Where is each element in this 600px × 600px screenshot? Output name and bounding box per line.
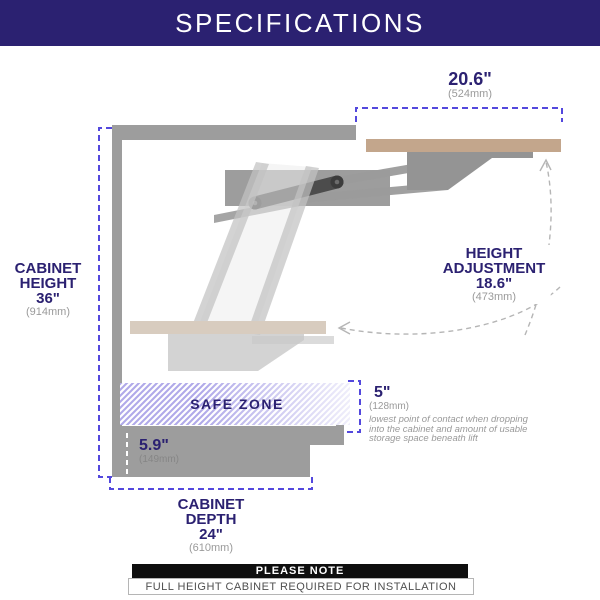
safe-zone-label: SAFE ZONE — [190, 396, 284, 412]
upper-shelf — [366, 139, 561, 152]
shelf-bracket — [407, 152, 533, 190]
cabinet-depth-line1: CABINET — [177, 496, 245, 513]
label-cabinet-height — [15, 261, 82, 318]
cabinet-depth-value: 24" — [199, 526, 223, 543]
clearance-note-line3: storage space beneath lift — [369, 433, 478, 444]
dim-bracket-top-width — [356, 108, 562, 122]
installation-note-text: FULL HEIGHT CABINET REQUIRED FOR INSTALLATION — [145, 580, 457, 593]
installation-note-box — [128, 578, 474, 595]
cabinet-height-mm: (914mm) — [25, 306, 71, 318]
label-base-depth — [139, 438, 179, 465]
clearance-mm: (128mm) — [369, 401, 410, 412]
height-adjustment-value: 18.6" — [475, 275, 513, 292]
clearance-note — [369, 415, 528, 444]
dim-bracket-cabinet-depth — [110, 477, 312, 489]
arrowhead-up-icon — [540, 160, 551, 171]
ghost-shelf-bracket — [168, 334, 304, 371]
cabinet-depth-mm: (610mm) — [188, 542, 234, 554]
pivot-right-pin — [335, 180, 340, 185]
cabinet-height-line2: HEIGHT — [19, 275, 77, 292]
ghost-shelf — [130, 321, 326, 334]
label-clearance — [369, 385, 528, 444]
clearance-note-line2: into the cabinet and amount of usable — [369, 423, 528, 435]
height-adjustment-line2: ADJUSTMENT — [442, 260, 546, 277]
height-adjustment-line1: HEIGHT — [465, 245, 523, 262]
cabinet-depth-line2: DEPTH — [185, 511, 237, 528]
base-depth-mm: (149mm) — [139, 454, 180, 465]
height-adjustment-mm: (473mm) — [471, 291, 517, 303]
cabinet-height-value: 36" — [36, 290, 60, 307]
clearance-note-line1: lowest point of contact when dropping — [369, 414, 528, 425]
cabinet-top-panel — [112, 125, 356, 140]
label-height-adjustment — [438, 245, 551, 304]
label-cabinet-depth — [178, 497, 245, 554]
base-depth-value: 5.9" — [139, 437, 169, 454]
label-top-width — [448, 70, 492, 100]
clearance-value: 5" — [374, 384, 391, 401]
page-title: SPECIFICATIONS — [175, 7, 425, 38]
top-width-value: 20.6" — [448, 69, 492, 89]
please-note-title: PLEASE NOTE — [255, 565, 345, 577]
dim-bracket-cabinet-height — [99, 128, 112, 477]
cabinet-height-line1: CABINET — [14, 260, 82, 277]
top-width-mm: (524mm) — [447, 88, 493, 100]
please-note-banner — [132, 564, 468, 578]
